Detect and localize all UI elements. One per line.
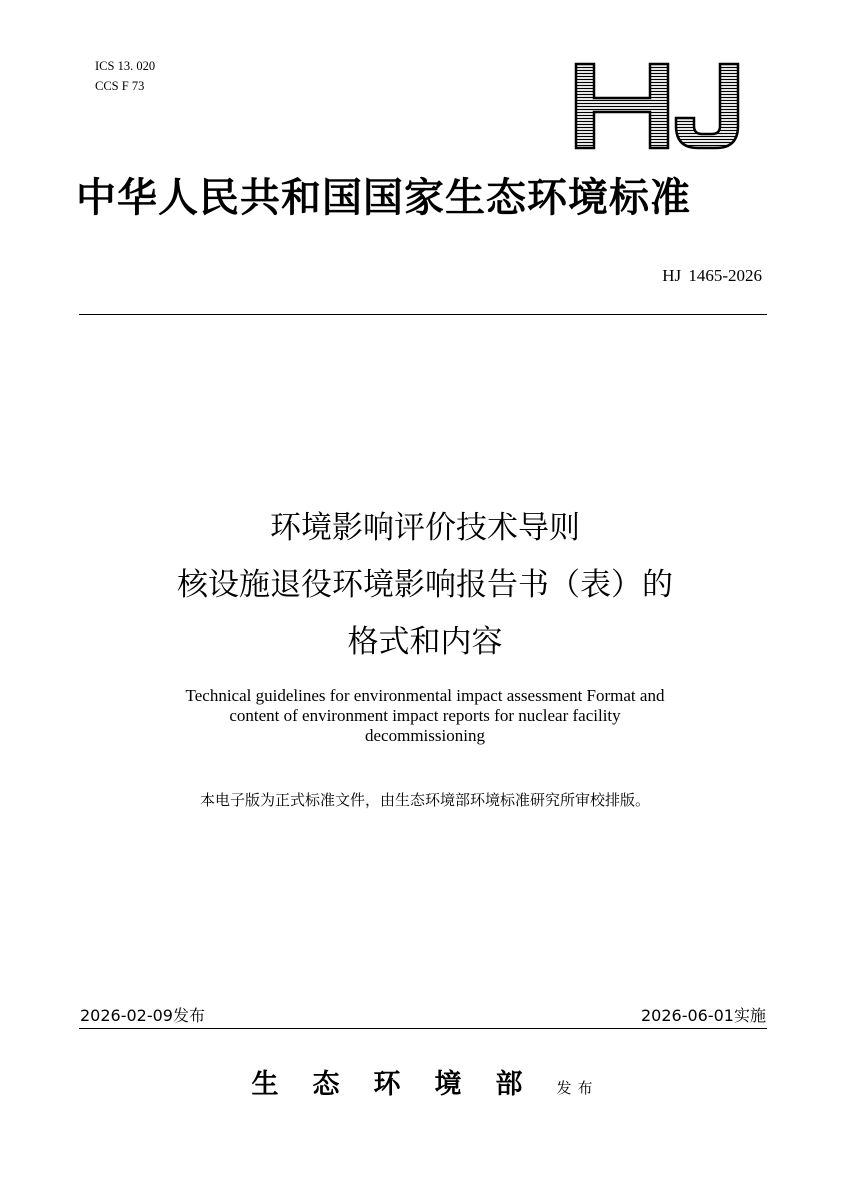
ics-code: ICS 13. 020	[95, 59, 156, 73]
logo-text: HJ	[570, 60, 572, 61]
ccs-code: CCS F 73	[95, 79, 145, 93]
classification-codes	[95, 56, 155, 96]
hj-logo	[570, 60, 755, 152]
title-en-line-1: Technical guidelines for environmental impact assessment Format and	[185, 686, 665, 705]
electronic-version-notice: 本电子版为正式标准文件，由生态环境部环境标准研究所审校排版。	[199, 791, 650, 809]
organization-title: 中华人民共和国国家生态环境标准	[76, 174, 691, 221]
issue-date: 2026-02-09发布	[80, 1006, 205, 1025]
publisher-suffix: 发布	[556, 1079, 599, 1097]
title-en-line-3: decommissioning	[365, 726, 485, 745]
title-cn-line-3: 格式和内容	[347, 624, 503, 660]
footer-divider	[79, 1028, 767, 1029]
title-en-line-2: content of environment impact reports for nuclear facility	[229, 706, 621, 725]
document-title-cn	[0, 500, 850, 671]
publisher-line	[0, 1062, 850, 1101]
document-title-en	[100, 686, 750, 746]
standard-code: HJ 1465-2026	[662, 266, 762, 285]
title-cn-line-2: 核设施退役环境影响报告书（表）的	[177, 567, 673, 603]
implementation-date: 2026-06-01实施	[641, 1006, 766, 1025]
header-divider	[79, 314, 767, 315]
publisher-name: 生态环境部	[251, 1069, 557, 1100]
title-cn-line-1: 环境影响评价技术导则	[270, 510, 580, 546]
